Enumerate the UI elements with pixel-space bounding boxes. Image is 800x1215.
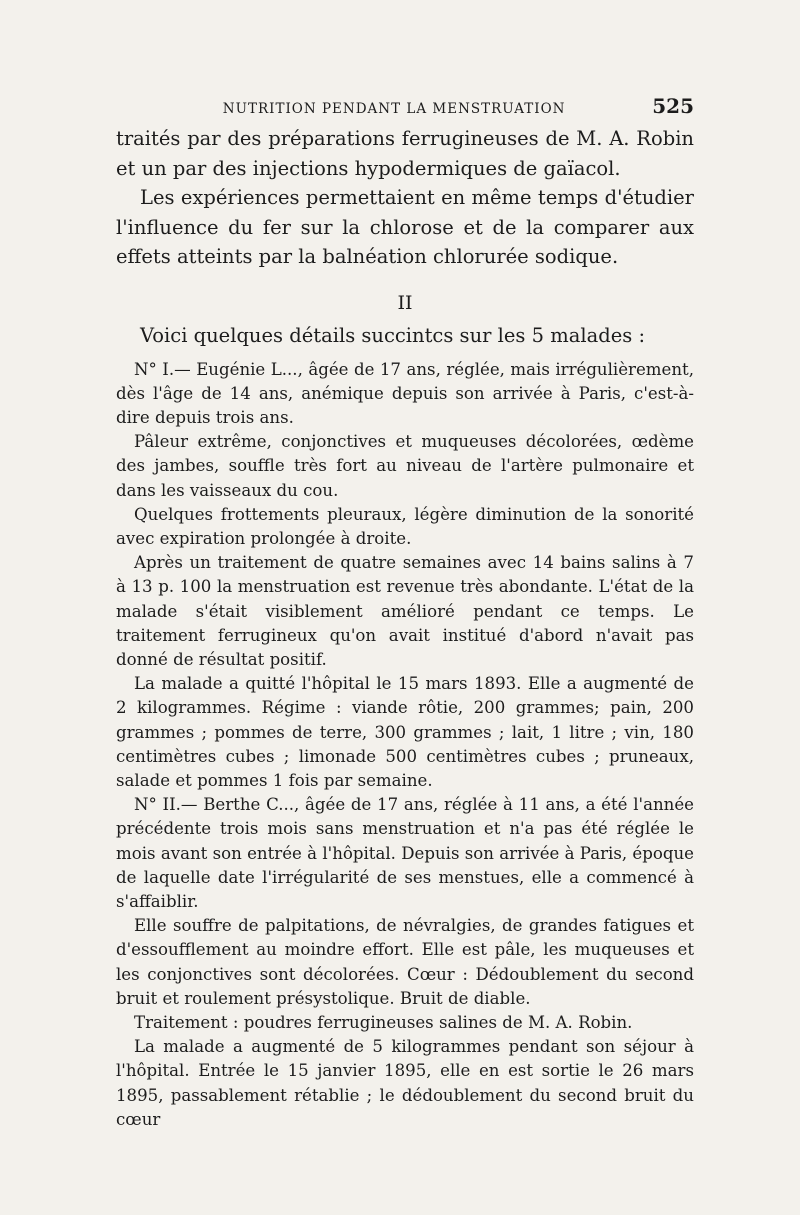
paragraph: La malade a quitté l'hôpital le 15 mars 1893. Elle a augmenté de 2 kilogrammes. Régime : viande rôtie, 200 grammes; pain, 200 grammes ; pommes de terre, 300 grammes ; lait, 1 litre ; vin, 180 centimètres cubes ; limonade 500 centimètres cubes ; pruneaux, salade et pommes 1 fois par semaine. bbox=[116, 674, 694, 790]
paragraph: Quelques frottements pleuraux, légère diminution de la sonorité avec expiration prolongée à droite. bbox=[116, 504, 694, 548]
page-number: 525 bbox=[652, 94, 694, 118]
paragraph: Les expériences permettaient en même temps d'étudier l'influence du fer sur la chlorose et de la comparer aux effets atteints par la balnéation chlorurée sodique. bbox=[116, 186, 694, 268]
section-heading: II bbox=[397, 291, 413, 314]
paragraph: N° II.— Berthe C..., âgée de 17 ans, réglée à 11 ans, a été l'année précédente trois mois sans menstruation et n'a pas été réglée le mois avant son entrée à l'hôpital. Depuis son arrivée à Paris, époque de laquelle date l'irrégularité de ses menstues, elle a commencé à s'affaiblir. bbox=[116, 795, 694, 911]
running-title: NUTRITION PENDANT LA MENSTRUATION bbox=[222, 101, 566, 117]
body-text-small bbox=[116, 358, 694, 1133]
paragraph: traités par des préparations ferrugineuses de M. A. Robin et un par des injections hypodermiques de gaïacol. bbox=[116, 127, 694, 180]
body-text-large bbox=[116, 124, 694, 272]
paragraph: La malade a augmenté de 5 kilogrammes pendant son séjour à l'hôpital. Entrée le 15 janvier 1895, elle en est sortie le 26 mars 1895, passablement rétablie ; le dédoublement du second bruit du cœur bbox=[116, 1037, 694, 1129]
paragraph: N° I.— Eugénie L..., âgée de 17 ans, réglée, mais irrégulièrement, dès l'âge de 14 ans, anémique depuis son arrivée à Paris, c'est-à-dire depuis trois ans. bbox=[116, 359, 694, 427]
paragraph: Pâleur extrême, conjonctives et muqueuses décolorées, œdème des jambes, souffle très fort au niveau de l'artère pulmonaire et dans les vaisseaux du cou. bbox=[116, 432, 694, 500]
running-head bbox=[116, 94, 694, 120]
section-intro: Voici quelques détails succintcs sur les 5 malades : bbox=[140, 323, 646, 347]
paragraph: Après un traitement de quatre semaines avec 14 bains salins à 7 à 13 p. 100 la menstruation est revenue très abondante. L'état de la malade s'était visiblement amélioré pendant ce temps. Le traitement ferrugineux qu'on avait institué d'abord n'avait pas donné de résultat positif. bbox=[116, 553, 694, 669]
paragraph: Traitement : poudres ferrugineuses salines de M. A. Robin. bbox=[134, 1012, 633, 1032]
paragraph: Elle souffre de palpitations, de névralgies, de grandes fatigues et d'essoufflement au moindre effort. Elle est pâle, les muqueuses et les conjonctives sont décolorées. Cœur : Dédoublement du second bruit et roulement présystolique. Bruit de diable. bbox=[116, 916, 694, 1008]
